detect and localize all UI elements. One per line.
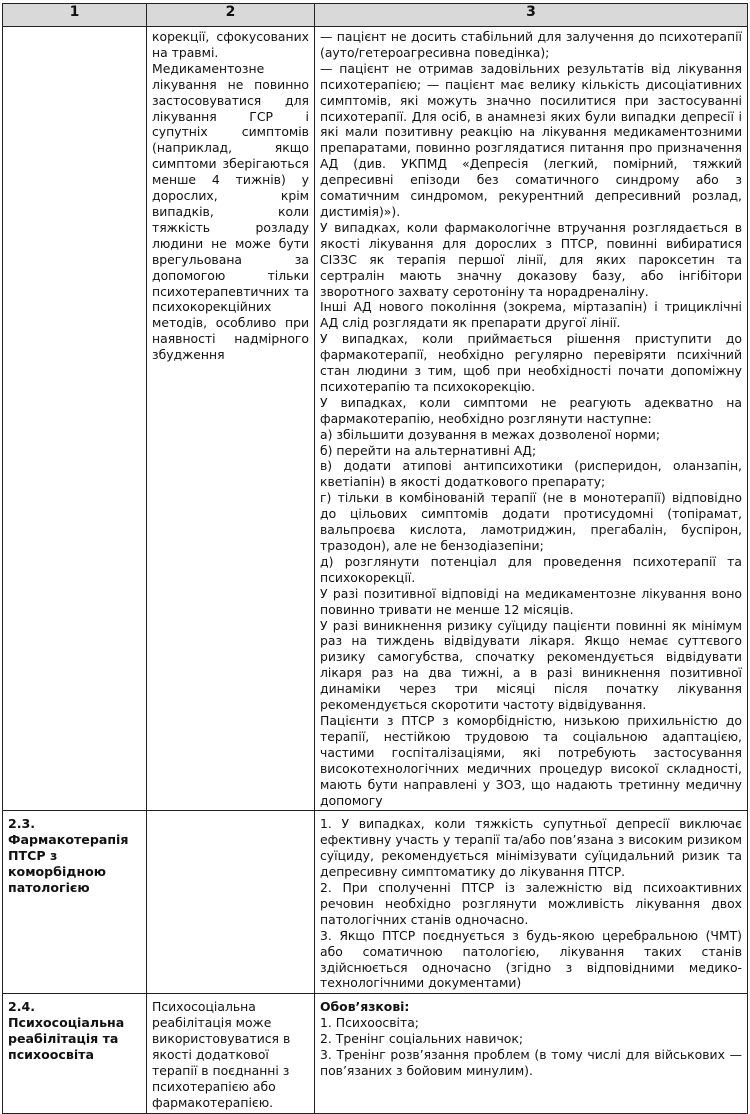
row3-section-cell: 2.4. Психосоціальна реабілітація та психоосвіта	[3, 994, 147, 1113]
table-row	[3, 27, 748, 811]
paragraph: У випадках, коли симптоми не реагують адекватно на фармакотерапію, необхідно розглянути наступне:	[320, 394, 742, 426]
list-item: 3. Якщо ПТСР поєднується з будь-якою церебральною (ЧМТ) або соматичною патологією, лікування таких станів здійснюється одночасно (згідно з відповідними медико-технологічними документами)	[320, 927, 742, 991]
row2-content-cell	[315, 811, 748, 994]
list-item: д) розглянути потенціал для проведення психотерапії та психокорекції.	[320, 553, 742, 585]
paragraph: Пацієнти з ПТСР з коморбідністю, низькою прихильністю до терапії, нестійкою трудовою та соціальною адаптацією, частими госпіталізаціями, які потребують застосування високотехнологічних медичних процедур високої складності, мають бути направлені у ЗОЗ, що надають третинну медичну допомогу	[320, 712, 742, 808]
list-item: 1. Психоосвіта;	[320, 1015, 419, 1031]
header-col-2: 2	[147, 4, 315, 27]
list-item: г) тільки в комбінованій терапії (не в монотерапії) відповідно до цільових симптомів додати протисудомні (топірамат, вальпроєва кислота, ламотриджин, прегабалін, буспірон, тразодон), але не бензодіазепіни;	[320, 490, 742, 553]
paragraph: У випадках, коли приймається рішення приступити до фармакотерапії, необхідно регулярно перевіряти психічний стан людини з тим, щоб при необхідності почати допоміжну психотерапію та психокорекцію.	[320, 331, 742, 394]
paragraph: Інші АД нового покоління (зокрема, міртазапін) і трициклічні АД слід розглядати як препарати другої лінії.	[320, 299, 742, 331]
header-row	[3, 4, 748, 27]
list-item: а) збільшити дозування в межах дозволеної норми;	[320, 426, 661, 442]
list-item: 1. У випадках, коли тяжкість супутньої депресії виключає ефективну участь у терапії та/або пов’язана з високим ризиком суїциду, рекомендується мінімізувати суїцидальний ризик та депресивну симптоматику до лікування ПТСР.	[320, 816, 742, 880]
header-col-3: 3	[315, 4, 748, 27]
paragraph: Медикаментозне лікування не повинно застосовуватися для лікування ГСР і супутніх симптомів (наприклад, якщо симптоми зберігаються менше 4 тижнів) у дорослих, крім випадків, коли тяжкість розладу людини не може бути врегульована за допомогою тільки психотерапевтичних та психокорекційних методів, особливо при наявності надмірного збудження	[152, 60, 309, 363]
row1-description-cell	[147, 27, 315, 811]
paragraph: Психосоціальна реабілітація може використовуватися в якості додаткової терапії в поєднанні з психотерапією або фармакотерапією.	[152, 999, 291, 1110]
paragraph: — пацієнт не отримав задовільних результатів від лікування психотерапією; — пацієнт має велику кількість дисоціативних симптомів, які можуть значно посилитися при застосуванні психотерапії. Для осіб, в анамнезі яких були випадки депресії і які мали позитивну реакцію на лікування медикаментозними препаратами, повинно розглядатися питання про призначення АД (див. УКПМД «Депресія (легкий, помірний, тяжкий депресивні епізоди без соматичного синдрому або з соматичним синдромом, рекурентний депресивний розлад, дистимія)»).	[320, 60, 742, 219]
protocol-table	[2, 3, 748, 1114]
row2-section-cell: 2.3. Фармакотерапія ПТСР з коморбідною патологією	[3, 811, 147, 994]
table-row	[3, 994, 748, 1113]
row2-description-cell	[147, 811, 315, 994]
paragraph: корекції, сфокусованих на травмі.	[152, 29, 309, 60]
paragraph: У випадках, коли фармакологічне втручання розглядається в якості лікування для дорослих з ПТСР, повинні вибиратися СІЗЗС як терапія першої лінії, для яких пароксетин та сертралін мають значну доказову базу, або інгібітори зворотного захвату серотоніну та норадреналіну.	[320, 219, 742, 299]
row1-content-cell	[315, 27, 748, 811]
table-row	[3, 811, 748, 994]
paragraph: — пацієнт не досить стабільний для залучення до психотерапії (ауто/гетероагресивна поведінка);	[320, 29, 742, 60]
list-item: б) перейти на альтернативні АД;	[320, 442, 537, 458]
paragraph: У разі позитивної відповіді на медикаментозне лікування воно повинно тривати не менше 12 місяців.	[320, 585, 742, 617]
list-item: 3. Тренінг розв’язання проблем (в тому числі для військових — пов’язаних з бойовим минулим).	[320, 1047, 742, 1078]
row3-content-cell	[315, 994, 748, 1113]
row3-description-cell	[147, 994, 315, 1113]
subheading: Обов’язкові:	[320, 999, 410, 1015]
row1-section-cell	[3, 27, 147, 811]
header-col-1: 1	[3, 4, 147, 27]
list-item: 2. При сполученні ПТСР із залежністю від психоактивних речовин необхідно розглянути можливість лікування двох патологічних станів одночасно.	[320, 880, 742, 927]
paragraph: У разі виникнення ризику суїциду пацієнти повинні як мінімум раз на тиждень відвідувати лікаря. Якщо немає суттєвого ризику самогубства, спочатку рекомендується відвідувати лікаря раз на два тижні, а в разі виникнення позитивної динаміки через три місяці після початку лікування рекомендується скоротити частоту відвідування.	[320, 617, 742, 713]
list-item: 2. Тренінг соціальних навичок;	[320, 1031, 524, 1047]
list-item: в) додати атипові антипсихотики (рисперидон, оланзапін, кветіапін) в якості додаткового препарату;	[320, 458, 742, 490]
